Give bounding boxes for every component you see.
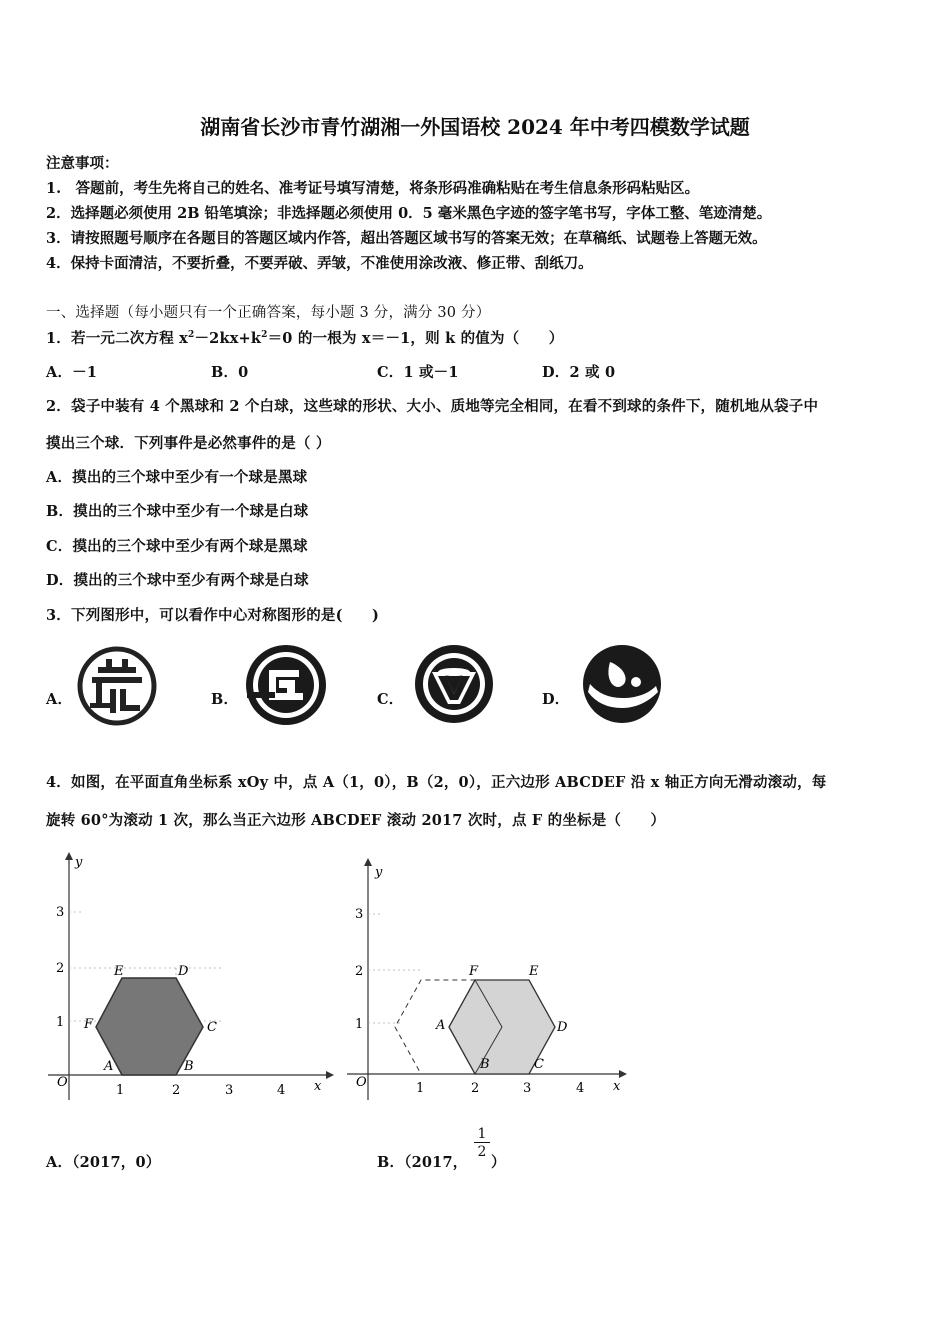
vertex-label: B (184, 1059, 194, 1074)
q4-option-b-pre: B．（2017， (377, 1154, 468, 1171)
x-tick: 4 (277, 1083, 286, 1098)
q1-option-c: C．1 或－1 (377, 364, 459, 381)
vertex-label: E (114, 964, 124, 979)
question-1 (46, 327, 563, 348)
q2-option-d: D．摸出的三个球中至少有两个球是白球 (46, 572, 309, 589)
question-4-line2: 旋转 60°为滚动 1 次，那么当正六边形 ABCDEF 滚动 2017 次时，点 F 的坐标是（ ） (46, 812, 666, 829)
vertex-label: E (529, 964, 539, 979)
q1-post: ＝0 的一根为 x＝－1，则 k 的值为（ ） (267, 330, 564, 347)
origin-label: O (57, 1075, 68, 1090)
y-tick: 3 (56, 905, 65, 920)
q1-option-a: A．－1 (46, 364, 98, 381)
logo-a-icon (76, 645, 158, 727)
q2-option-c: C．摸出的三个球中至少有两个球是黑球 (46, 538, 308, 555)
vertex-label: B (480, 1057, 490, 1072)
y-tick: 2 (56, 961, 65, 976)
x-tick: 2 (471, 1081, 480, 1096)
x-axis-label: x (314, 1079, 322, 1094)
figure-left (44, 848, 334, 1104)
q1-sup2: 2 (261, 330, 268, 341)
q1-option-d: D．2 或 0 (542, 364, 616, 381)
question-4-line1: 4．如图，在平面直角坐标系 xOy 中，点 A（1，0），B（2，0），正六边形 ABCDEF 沿 x 轴正方向无滑动滚动，每 (46, 774, 827, 791)
q2-option-a: A．摸出的三个球中至少有一个球是黑球 (46, 469, 308, 486)
x-tick: 3 (523, 1081, 532, 1096)
x-tick: 1 (116, 1083, 125, 1098)
logo-c-icon (412, 642, 496, 726)
q2-option-b: B．摸出的三个球中至少有一个球是白球 (46, 503, 309, 520)
figure-right (343, 856, 628, 1106)
y-tick: 1 (56, 1015, 65, 1030)
question-3: 3．下列图形中，可以看作中心对称图形的是( ) (46, 607, 380, 624)
q4-option-a: A．（2017，0） (46, 1154, 161, 1171)
y-axis-label: y (75, 855, 83, 870)
vertex-label: C (207, 1020, 217, 1035)
origin-label: O (356, 1075, 367, 1090)
y-tick: 3 (355, 907, 364, 922)
logo-d-icon (580, 642, 664, 726)
x-tick: 1 (416, 1081, 425, 1096)
q3-option-a-label: A． (46, 691, 73, 708)
vertex-label: C (534, 1057, 544, 1072)
vertex-label: A (104, 1059, 114, 1074)
q1-mid: －2kx+k (194, 330, 262, 347)
notice-item: 1. 答题前，考生先将自己的姓名、准考证号填写清楚，将条形码准确粘贴在考生信息条形码粘贴区。 (46, 180, 700, 197)
q3-option-c-label: C． (377, 691, 404, 708)
y-axis-label: y (375, 865, 383, 880)
question-2-line1: 2．袋子中装有 4 个黑球和 2 个白球，这些球的形状、大小、质地等完全相同，在看不到球的条件下，随机地从袋子中 (46, 398, 819, 415)
vertex-label: F (469, 964, 479, 979)
q1-sup1: 2 (187, 330, 195, 341)
q3-option-d-label: D． (542, 691, 570, 708)
notice-item: 2．选择题必须使用 2B 铅笔填涂；非选择题必须使用 0．5 毫米黑色字迹的签字笔书写，字体工整、笔迹清楚。 (46, 205, 772, 222)
x-tick: 4 (576, 1081, 585, 1096)
vertex-label: F (84, 1017, 94, 1032)
q4-option-b-fraction (474, 1126, 490, 1161)
fraction-numerator: 1 (474, 1126, 490, 1143)
notice-heading: 注意事项： (46, 155, 119, 172)
question-2-line2: 摸出三个球．下列事件是必然事件的是（ ） (46, 435, 331, 452)
x-tick: 2 (172, 1083, 181, 1098)
notice-item: 3．请按照题号顺序在各题目的答题区域内作答，超出答题区域书写的答案无效；在草稿纸、试题卷上答题无效。 (46, 230, 767, 247)
x-tick: 3 (225, 1083, 234, 1098)
logo-b-icon (243, 642, 329, 728)
fraction-denominator: 2 (477, 1144, 487, 1160)
notice-item: 4．保持卡面清洁，不要折叠，不要弄破、弄皱，不准使用涂改液、修正带、刮纸刀。 (46, 255, 593, 272)
q1-pre: 1．若一元二次方程 x (46, 330, 188, 347)
vertex-label: A (436, 1018, 446, 1033)
page-title: 湖南省长沙市青竹湖湘一外国语校 2024 年中考四模数学试题 (200, 115, 750, 139)
y-tick: 2 (355, 964, 364, 979)
q1-option-b: B．0 (211, 364, 249, 381)
y-tick: 1 (355, 1017, 364, 1032)
vertex-label: D (557, 1020, 568, 1035)
q4-option-b-post: ） (491, 1154, 506, 1171)
vertex-label: D (178, 964, 189, 979)
q3-option-b-label: B． (211, 691, 239, 708)
section-heading: 一、选择题（每小题只有一个正确答案，每小题 3 分，满分 30 分） (46, 305, 491, 321)
x-axis-label: x (613, 1079, 621, 1094)
